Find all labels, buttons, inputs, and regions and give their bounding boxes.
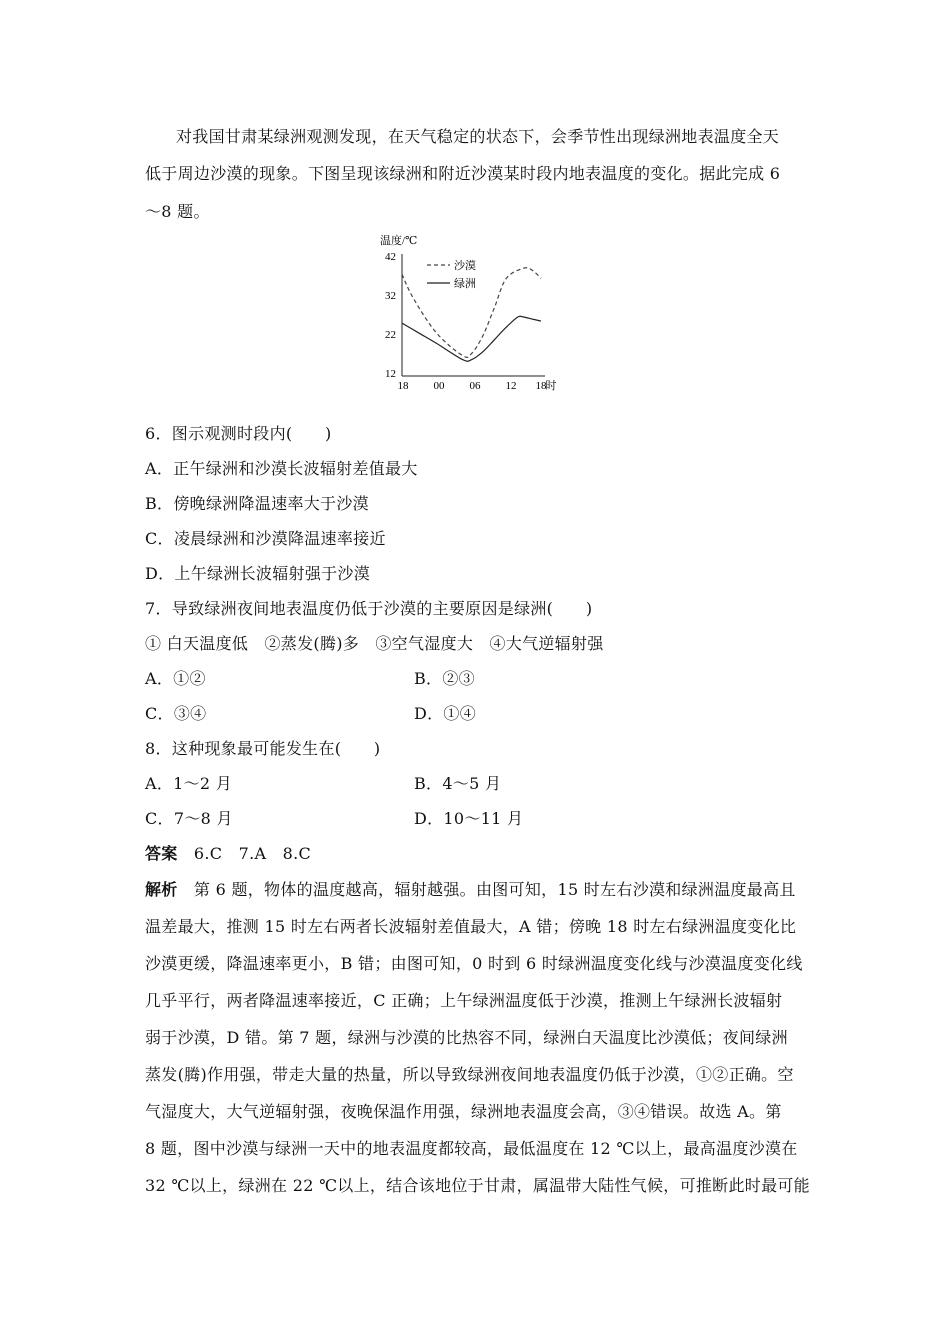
intro-line-3: ～8 题。	[145, 202, 210, 221]
q6-option-b: B．傍晚绿洲降温速率大于沙漠	[145, 494, 369, 513]
answer-label: 答案	[145, 844, 178, 863]
analysis-line-7: 气湿度大，大气逆辐射强，夜晚保温作用强，绿洲地表温度会高，③④错误。故选 A。第	[145, 1102, 782, 1121]
x-tick-label: 06	[469, 380, 481, 392]
q7-items: ① 白天温度低 ②蒸发(腾)多 ③空气湿度大 ④大气逆辐射强	[145, 634, 604, 653]
y-tick-label: 22	[385, 329, 396, 341]
x-tick-label: 12	[505, 380, 517, 392]
analysis-line-6: 蒸发(腾)作用强，带走大量的热量，所以导致绿洲夜间地表温度仍低于沙漠，①②正确。空	[145, 1065, 794, 1084]
q7-option-c: C．③④	[145, 704, 207, 723]
q7-option-a: A．①②	[145, 669, 206, 688]
analysis-line-4: 几乎平行，两者降温速率接近，C 正确；上午绿洲温度低于沙漠，推测上午绿洲长波辐射	[145, 991, 783, 1010]
analysis-line-1	[145, 880, 796, 900]
q6-option-d: D．上午绿洲长波辐射强于沙漠	[145, 564, 371, 583]
q6-stem: 6．图示观测时段内( )	[145, 424, 332, 443]
q7-stem: 7．导致绿洲夜间地表温度仍低于沙漠的主要原因是绿洲( )	[145, 599, 593, 618]
q8-option-b: B．4～5 月	[414, 774, 502, 793]
chart-ylabel: 温度/℃	[380, 235, 418, 247]
oasis-series-line	[402, 316, 541, 361]
q8-option-d: D．10～11 月	[414, 809, 524, 828]
analysis-line-2: 温差最大，推测 15 时左右两者长波辐射差值最大，A 错；傍晚 18 时左右绿洲温度变化比	[145, 917, 797, 936]
y-tick-label: 42	[385, 251, 396, 263]
analysis-text: 第 6 题，物体的温度越高，辐射越强。由图可知，15 时左右沙漠和绿洲温度最高且	[177, 880, 796, 899]
x-tick-label: 00	[433, 380, 445, 392]
intro-line-2: 低于周边沙漠的现象。下图呈现该绿洲和附近沙漠某时段内地表温度的变化。据此完成 6	[145, 164, 781, 183]
temperature-chart	[375, 228, 575, 398]
q7-option-d: D．①④	[414, 704, 477, 723]
chart-xlabel: 时	[545, 380, 557, 392]
y-tick-label: 12	[385, 368, 396, 380]
analysis-line-5: 弱于沙漠，D 错。第 7 题，绿洲与沙漠的比热容不同，绿洲白天温度比沙漠低；夜间绿洲	[145, 1028, 788, 1047]
analysis-line-8: 8 题，图中沙漠与绿洲一天中的地表温度都较高，最低温度在 12 ℃以上，最高温度沙漠在	[145, 1139, 798, 1158]
q8-option-a: A．1～2 月	[145, 774, 233, 793]
q8-stem: 8．这种现象最可能发生在( )	[145, 739, 381, 758]
analysis-label: 解析	[145, 880, 178, 899]
q8-option-c: C．7～8 月	[145, 809, 233, 828]
q6-option-c: C．凌晨绿洲和沙漠降温速率接近	[145, 529, 386, 548]
analysis-line-9: 32 ℃以上，绿洲在 22 ℃以上，结合该地位于甘肃，属温带大陆性气候，可推断此时最可能	[145, 1176, 810, 1195]
q7-option-b: B．②③	[414, 669, 475, 688]
answer-text: 6.C 7.A 8.C	[177, 844, 312, 863]
intro-line-1: 对我国甘肃某绿洲观测发现，在天气稳定的状态下，会季节性出现绿洲地表温度全天	[176, 127, 780, 146]
x-tick-label: 18	[535, 380, 547, 392]
answer-line	[145, 844, 311, 864]
q6-option-a: A．正午绿洲和沙漠长波辐射差值最大	[145, 459, 418, 478]
y-tick-label: 32	[385, 290, 396, 302]
legend-oasis-label: 绿洲	[454, 278, 476, 290]
analysis-line-3: 沙漠更缓，降温速率更小，B 错；由图可知，0 时到 6 时绿洲温度变化线与沙漠温度变化线	[145, 954, 803, 973]
legend-desert-label: 沙漠	[454, 260, 476, 272]
x-tick-label: 18	[397, 380, 409, 392]
